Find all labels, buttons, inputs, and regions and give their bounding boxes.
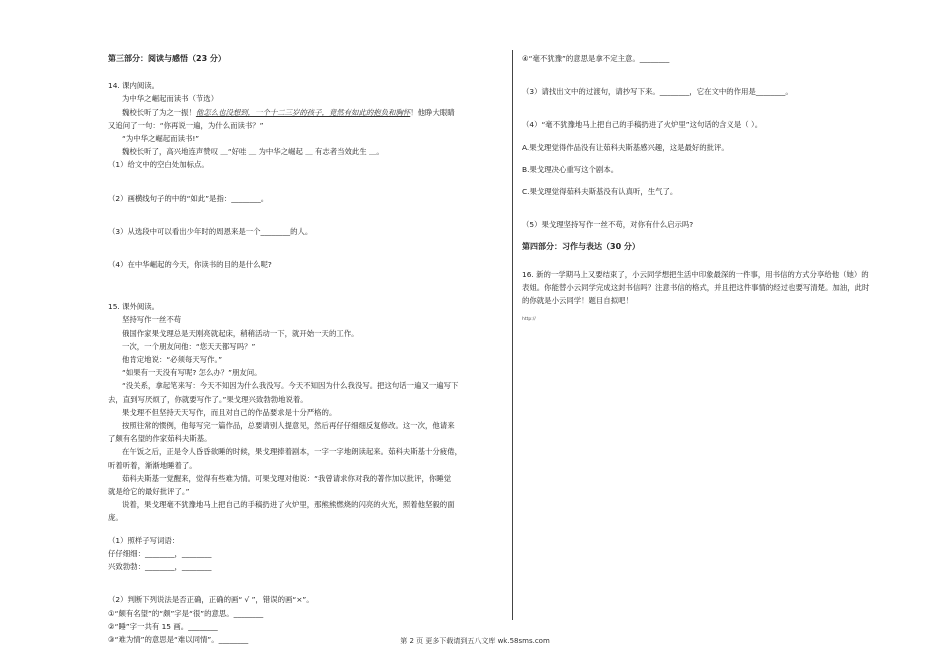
q14-title: 为中华之崛起而读书（节选） [122,94,219,104]
right-column [522,52,870,323]
q14-head: 14. 课内阅读。 [108,81,160,91]
q15-p9-b: 就是给它的最好批评了。” [108,487,190,497]
q15-p9-a: 茹科夫斯基一觉醒来，觉得有些难为情。可果戈理对他说：“我曾请求你对我的著作加以批评，你睡觉 [122,473,452,483]
q15-p4: “如果有一天没有写呢? 怎么办？”朋友问。 [122,368,262,378]
q15-p3: 他肯定地说：“必须每天写作。” [122,355,223,365]
q15-p7-a: 按照往常的惯例，他每写完一篇作品，总要请别人提意见，然后再仔仔细细反复修改。这一次，他请来 [122,421,455,431]
tiny-mark: http:// [522,317,536,323]
q15-sub3: （3）请找出文中的过渡句，请抄写下来。________，它在文中的作用是________。 [522,87,793,97]
option-c: C.果戈理觉得茹科夫斯基没有认真听，生气了。 [522,187,678,197]
q15-sub4: （4）“毫不犹豫地马上把自己的手稿扔进了火炉里”这句话的含义是（ ）。 [522,120,763,130]
q15-p6: 果戈理不但坚持天天写作，而且对自己的作品要求是十分严格的。 [122,407,337,417]
q15-p8-a: 在午饭之后，正是令人昏昏欲睡的时候，果戈理捧着剧本，一字一字地朗读起来。茹科夫斯基十分疲倦， [122,447,462,457]
q15-sub2-item4: ④“毫不犹豫”的意思是拿不定主意。________ [522,54,670,63]
q14-sub2: （2）画横线句子的中的“如此”是指：________。 [108,193,269,203]
q15-head: 15. 课外阅读。 [108,302,160,312]
q14-sub1: （1）给文中的空白处加标点。 [108,160,209,170]
q16-line1: 16. 新的一学期马上又要结束了，小云同学想把生活中印象最深的一件事，用书信的方式分享给他（她）的 [522,269,869,279]
q15-sub1: （1）照样子写词语： [108,535,180,545]
q15-p1: 俄国作家果戈理总是天刚亮就起床，稍稍活动一下，就开始一天的工作。 [122,328,359,338]
q15-sub2: （2）判断下列说法是否正确，正确的画“ √ ”，错误的画“×”。 [108,595,314,605]
q15-sub2-item3: ③“难为情”的意思是“难以同情”。________ [108,634,249,644]
option-b: B.果戈理决心重写这个剧本。 [522,164,619,174]
section4-title: 第四部分：习作与表达（30 分） [522,242,640,252]
q14-underlined-sentence: 他怎么也没想到，一个十二三岁的孩子，竟然有如此的抱负和胸怀 [195,107,411,117]
q15-sub2-item2: ②“睡”字一共有 15 画。________ [108,621,218,631]
q14-p2: “为中华之崛起而读书!” [122,134,200,144]
q15-sub1-b: 兴致勃勃：________，________ [108,562,212,572]
q15-title: 坚持写作一丝不苟 [122,315,182,325]
q14-p3: 魏校长听了，高兴地连声赞叹 ＿“好哇 ＿ 为中华之崛起 ＿ 有志者当效此生 ＿。 [122,147,384,157]
left-column [108,52,503,646]
q16-line3: 的你就是小云同学！题目自拟吧！ [522,296,633,306]
q15-sub5: （5）果戈理坚持写作一丝不苟，对你有什么启示吗? [522,220,694,230]
column-divider [512,50,513,620]
page-footer: 第 2 页 更多下载请到五八文库 wk.58sms.com [400,637,550,645]
q15-p8-b: 听着听着，渐渐地睡着了。 [108,460,197,470]
q14-p1-c: 又追问了一句：“你再说一遍，为什么而读书？” [108,120,264,130]
q14-sub4: （4）在中华崛起的今天，你读书的目的是什么呢? [108,260,272,270]
option-a: A.果戈理觉得作品没有让茹科夫斯基感兴趣，这是最好的批评。 [522,142,729,152]
q15-sub1-a: 仔仔细细：________，________ [108,548,212,558]
section3-title: 第三部分：阅读与感悟（23 分） [108,54,226,63]
q14-p1-b: ！他睁大眼睛 [410,107,455,117]
q15-p5-a: “没关系，拿起笔来写：今天不知因为什么我没写。今天不知因为什么我没写。把这句话一遍又一遍写下 [122,381,459,391]
q15-sub2-item1: ①“颇有名望”的“颇”字是“很”的意思。________ [108,608,264,618]
q14-sub3: （3）从选段中可以看出少年时的周恩来是一个________的人。 [108,226,313,236]
q15-p5-b: 去，直到写厌烦了，你就要写作了。”果戈理兴致勃勃地说着。 [108,394,308,404]
q15-p10-a: 说着，果戈理毫不犹豫地马上把自己的手稿扔进了火炉里，那熊熊燃烧的闪亮的火光，照着他坚毅的面 [122,500,455,510]
q16-line2: 表姐。你能替小云同学完成这封书信吗？注意书信的格式，并且把这件事情的经过也要写清楚。加油，此时 [522,282,870,292]
q15-p10-b: 庞。 [108,513,123,523]
q15-p7-b: 了颇有名望的作家茹科夫斯基。 [108,434,212,444]
q14-p1 [108,106,503,119]
q15-p2: 一次，一个朋友问他：“您天天都写吗？” [122,341,256,351]
q14-p1-a: 魏校长听了为之一振！ [122,107,196,117]
